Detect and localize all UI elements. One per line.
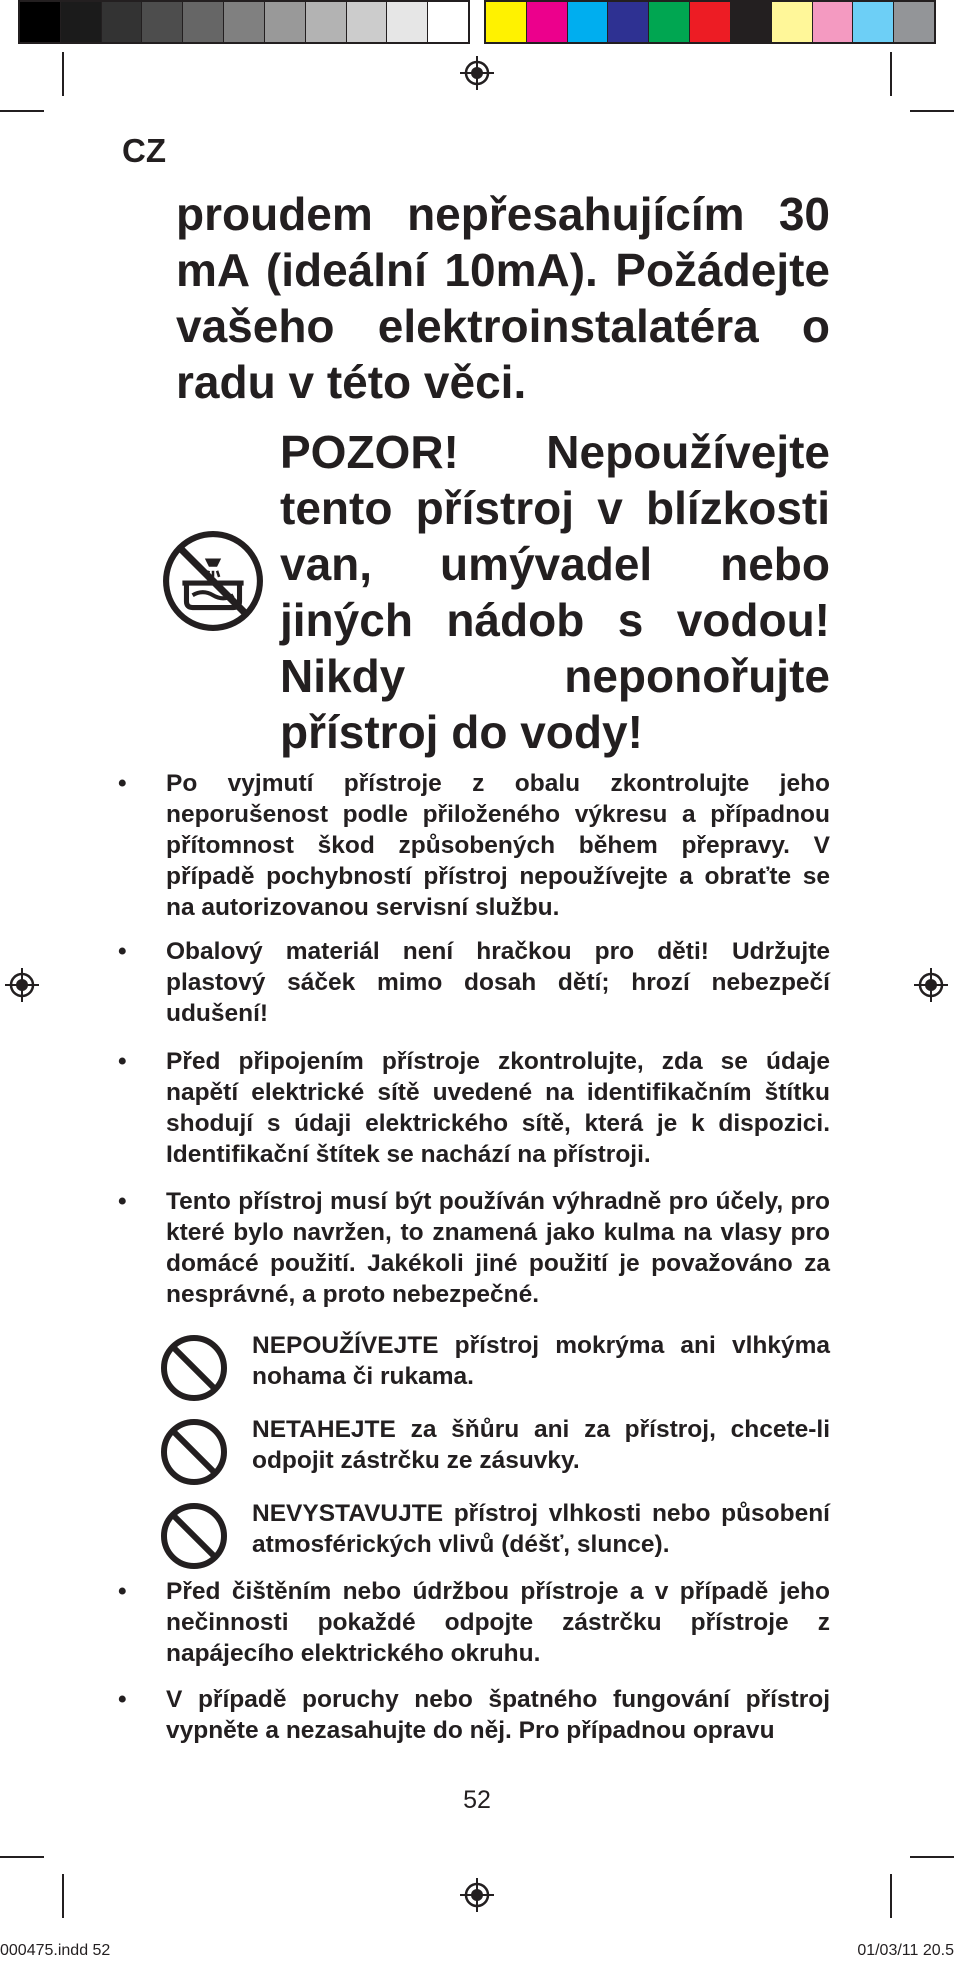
color-swatch	[772, 2, 813, 42]
prohibition-keyword: NEVYSTAVUJTE	[252, 1500, 444, 1527]
crop-mark	[0, 110, 44, 112]
prohibited-icon	[160, 1502, 228, 1570]
list-item-text: Tento přístroj musí být používán výhradně pro účely, pro které bylo navržen, to znamená jako kulma na vlasy pro domácé použití. Jakékoli jiné použití je považováno za nesprávné, a proto nebezpečné.	[166, 1188, 830, 1308]
list-item	[118, 1186, 830, 1310]
prohibition-text: přístroj vlhkosti nebo působení atmosférických vlivů (déšť, slunce).	[252, 1500, 830, 1558]
color-swatch	[527, 2, 568, 42]
color-swatch	[347, 2, 388, 42]
color-swatch	[486, 2, 527, 42]
no-bath-icon	[162, 530, 264, 632]
color-swatch	[142, 2, 183, 42]
color-swatch	[608, 2, 649, 42]
list-item	[118, 1684, 830, 1746]
intro-paragraph: proudem nepřesahujícím 30 mA (ideální 10mA). Požádejte vašeho elektroinstalatéra o radu v této věci.	[176, 188, 830, 408]
crop-mark	[62, 1874, 64, 1918]
registration-mark-icon	[460, 1878, 494, 1912]
slug-date: 01/03/11 20.5	[857, 1942, 954, 1959]
bullet-marker: •	[118, 1686, 127, 1713]
bullet-marker: •	[118, 1188, 127, 1215]
color-bar-process	[484, 0, 936, 44]
list-item-text: Před připojením přístroje zkontrolujte, zda se údaje napětí elektrické sítě uvedené na identifikačním štítku shodují s údaji elektrického sítě, která je k dispozici. Identifikační štítek se nachází na přístroji.	[166, 1048, 830, 1168]
bullet-marker: •	[118, 938, 127, 965]
prohibition-item	[160, 1498, 830, 1560]
color-swatch	[428, 2, 468, 42]
color-swatch	[853, 2, 894, 42]
crop-mark	[910, 1856, 954, 1858]
color-swatch	[183, 2, 224, 42]
list-item	[118, 1576, 830, 1669]
prohibition-keyword: NEPOUŽÍVEJTE	[252, 1332, 439, 1359]
list-item	[118, 936, 830, 1029]
crop-mark	[62, 52, 64, 96]
prohibition-text: přístroj mokrýma ani vlhkýma nohama či rukama.	[252, 1332, 830, 1390]
registration-mark-icon	[460, 56, 494, 90]
color-swatch	[731, 2, 772, 42]
color-swatch	[649, 2, 690, 42]
crop-mark	[890, 1874, 892, 1918]
color-swatch	[568, 2, 609, 42]
crop-mark	[910, 110, 954, 112]
color-swatch	[306, 2, 347, 42]
prohibition-item	[160, 1414, 830, 1476]
list-item-text: Před čištěním nebo údržbou přístroje a v případě jeho nečinnosti pokaždé odpojte zástrčku přístroje z napájecího elektrického okruhu.	[166, 1578, 830, 1667]
bullet-marker: •	[118, 770, 127, 797]
prohibition-text: za šňůru ani za přístroj, chcete-li odpojit zástrčku ze zásuvky.	[252, 1416, 830, 1474]
crop-mark	[0, 1856, 44, 1858]
list-item-text: Po vyjmutí přístroje z obalu zkontrolujte jeho neporušenost podle přiloženého výkresu a případnou přítomnost škod způsobených během přepravy. V případě pochybností přístroj nepoužívejte a obraťte se na autorizovanou servisní službu.	[166, 770, 830, 921]
color-swatch	[61, 2, 102, 42]
color-swatch	[102, 2, 143, 42]
list-item	[118, 1046, 830, 1170]
crop-mark	[890, 52, 892, 96]
prohibited-icon	[160, 1334, 228, 1402]
color-swatch	[265, 2, 306, 42]
color-swatch	[894, 2, 934, 42]
warning-text: POZOR! Nepoužívejte tento přístroj v blízkosti van, umývadel nebo jiných nádob s vodou! Nikdy neponořujte přístroj do vody!	[280, 426, 830, 758]
color-swatch	[387, 2, 428, 42]
list-item	[118, 768, 830, 923]
bullet-marker: •	[118, 1578, 127, 1605]
color-bar-grayscale	[18, 0, 470, 44]
color-swatch	[20, 2, 61, 42]
color-swatch	[690, 2, 731, 42]
slug-file: 000475.indd 52	[0, 1942, 111, 1959]
prohibited-icon	[160, 1418, 228, 1486]
color-swatch	[224, 2, 265, 42]
list-item-text: Obalový materiál není hračkou pro děti! Udržujte plastový sáček mimo dosah dětí; hrozí nebezpečí udušení!	[166, 938, 830, 1027]
page-number: 52	[463, 1786, 491, 1814]
prohibition-item	[160, 1330, 830, 1392]
color-swatch	[813, 2, 854, 42]
registration-mark-icon	[5, 968, 39, 1002]
list-item-text: V případě poruchy nebo špatného fungování přístroj vypněte a nezasahujte do něj. Pro případnou opravu	[166, 1686, 830, 1744]
bullet-marker: •	[118, 1048, 127, 1075]
language-code: CZ	[122, 132, 166, 169]
registration-mark-icon	[914, 968, 948, 1002]
prohibition-keyword: NETAHEJTE	[252, 1416, 396, 1443]
